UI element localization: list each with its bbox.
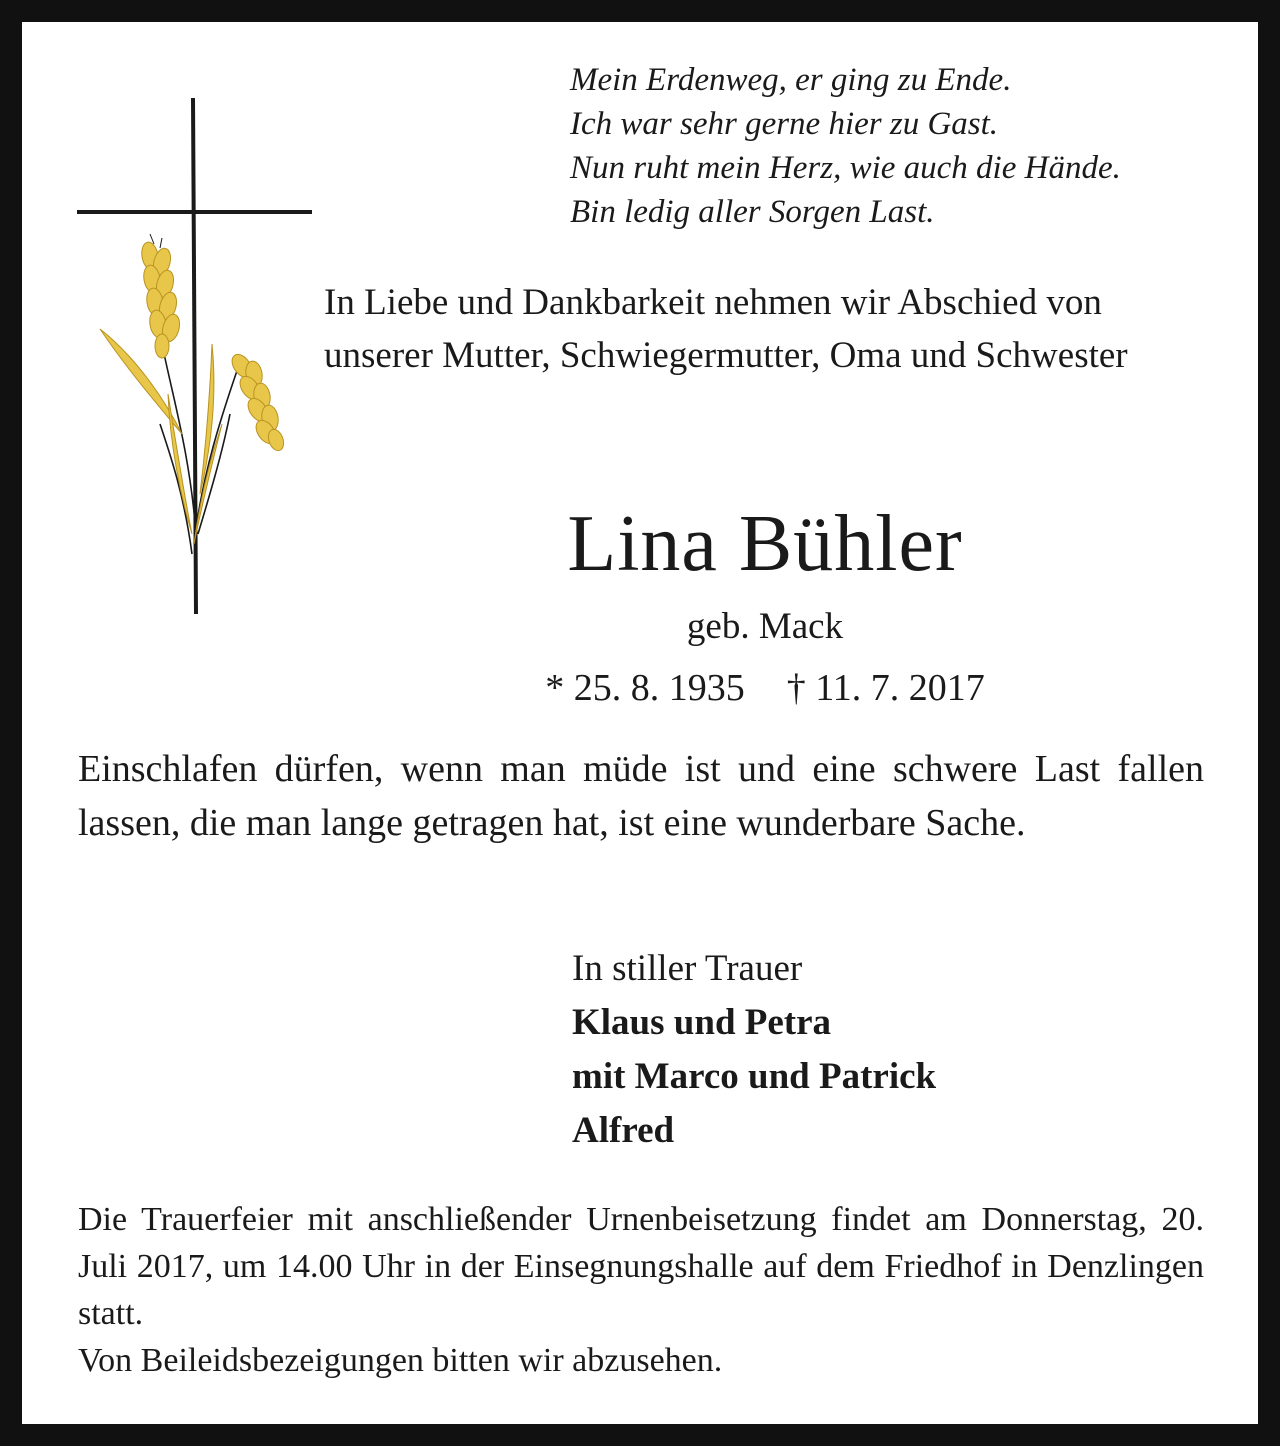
poem	[570, 58, 1250, 234]
mourner-name: Alfred	[572, 1110, 675, 1151]
obituary-notice	[22, 22, 1258, 1424]
mourners-heading: In stiller Trauer	[572, 948, 803, 989]
maiden-name: geb. Mack	[686, 606, 844, 647]
poem-line: Bin ledig aller Sorgen Last.	[570, 194, 935, 230]
cross-with-wheat-icon	[72, 94, 342, 624]
poem-line: Nun ruht mein Herz, wie auch die Hände.	[570, 150, 1121, 186]
birth-date: * 25. 8. 1935	[545, 667, 745, 709]
life-dates	[322, 664, 1208, 712]
mourners	[572, 942, 1232, 1158]
mourner-name: mit Marco und Patrick	[572, 1056, 937, 1097]
quote: Einschlafen dürfen, wenn man müde ist und eine schwere Last fallen lassen, die man lange getragen hat, ist eine wunderbare Sache.	[78, 748, 1204, 844]
death-date: † 11. 7. 2017	[786, 667, 985, 709]
mourner-name: Klaus und Petra	[572, 1002, 832, 1043]
service-details: Die Trauerfeier mit anschließender Urnenbeisetzung findet am Donnerstag, 20. Juli 2017, um 14.00 Uhr in der Einsegnungshalle auf dem Friedhof in Denzlingen statt.	[78, 1201, 1204, 1332]
farewell-intro: In Liebe und Dankbarkeit nehmen wir Abschied von unserer Mutter, Schwiegermutter, Oma und Schwester	[324, 282, 1128, 376]
poem-line: Ich war sehr gerne hier zu Gast.	[570, 106, 999, 142]
deceased-name: Lina Bühler	[567, 500, 963, 588]
condolence-note: Von Beileidsbezeigungen bitten wir abzusehen.	[78, 1342, 723, 1379]
poem-line: Mein Erdenweg, er ging zu Ende.	[570, 62, 1012, 98]
